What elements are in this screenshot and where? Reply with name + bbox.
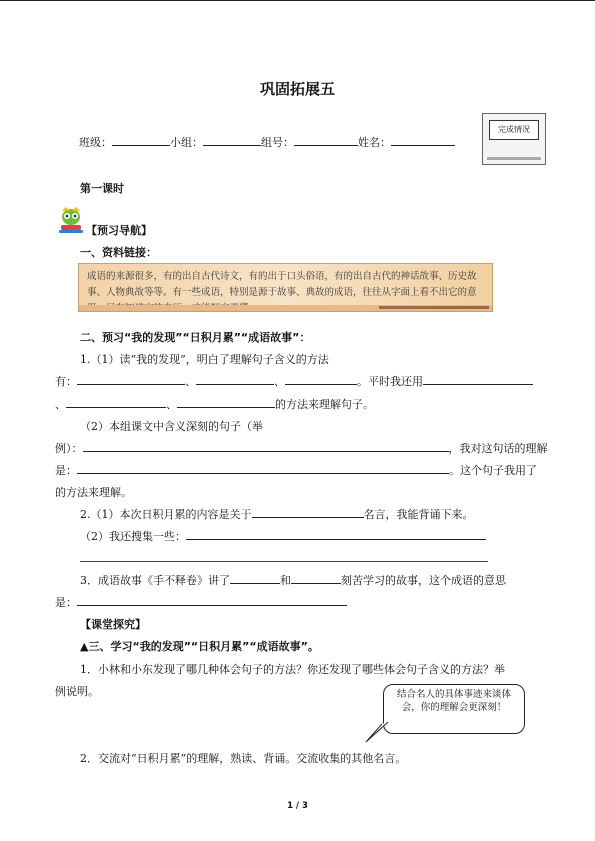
q1-example-line bbox=[55, 440, 548, 456]
class-label: 班级： bbox=[79, 136, 112, 149]
part1-heading: 一、资料链接： bbox=[80, 246, 157, 259]
q1-2-text: （2）本组课文中含义深刻的句子（举 bbox=[80, 420, 263, 433]
separator: 、 bbox=[55, 398, 66, 411]
q2-collected-field-2[interactable] bbox=[80, 561, 488, 562]
separator: 、 bbox=[274, 375, 285, 388]
class-field[interactable] bbox=[112, 134, 170, 146]
q3-meaning-line bbox=[55, 594, 347, 610]
banner-stripe-dark bbox=[379, 306, 489, 309]
q2-1-text: 2.（1）本次日积月累的内容是关于 bbox=[80, 508, 252, 521]
q1-method-field-2[interactable] bbox=[196, 373, 274, 385]
q1-methods-line bbox=[55, 373, 533, 389]
q2-2-line bbox=[80, 528, 486, 544]
q2-1-line bbox=[80, 506, 474, 522]
q1-understanding-field[interactable] bbox=[77, 462, 449, 474]
page-title: 巩固拓展五 bbox=[259, 80, 335, 98]
q1-understanding-text: ，我对这句话的理解 bbox=[448, 442, 548, 455]
q1-is-label: 是： bbox=[55, 464, 77, 477]
completion-stamp-label: 完成情况 bbox=[489, 120, 539, 140]
q1-tail-text: 的方法来理解句子。 bbox=[275, 398, 374, 411]
number-field[interactable] bbox=[294, 134, 358, 146]
reference-banner bbox=[78, 263, 493, 312]
part3-heading: ▲三、学习“我的发现”“日积月累”“成语故事”。 bbox=[80, 640, 319, 653]
q1-1-text: 1.（1）读“我的发现”，明白了理解句子含义的方法 bbox=[80, 353, 329, 366]
q3-text-a: 3．成语故事《手不释卷》讲了 bbox=[80, 574, 230, 587]
callout-pointer bbox=[364, 722, 392, 744]
c1-text: 1．小林和小东发现了哪几种体会句子的方法？你还发现了哪些体会句子含义的方法？举 bbox=[80, 663, 505, 676]
number-label: 组号： bbox=[261, 136, 294, 149]
q1-used-text: 。这个句子我用了 bbox=[449, 464, 537, 477]
lesson-heading: 第一课时 bbox=[80, 182, 124, 195]
q1-example-label: 例）： bbox=[55, 442, 83, 455]
classroom-section-header: 【课堂探究】 bbox=[80, 618, 146, 631]
student-info-line bbox=[79, 134, 455, 150]
q1-other-method-field-1[interactable] bbox=[423, 373, 533, 385]
part2-heading: 二、预习“我的发现”“日积月累”“成语故事”： bbox=[80, 331, 311, 344]
separator: 、 bbox=[185, 375, 196, 388]
q1-understanding-line bbox=[55, 462, 537, 478]
q1-method-field-3[interactable] bbox=[285, 373, 357, 385]
group-field[interactable] bbox=[203, 134, 261, 146]
top-border-line bbox=[0, 0, 595, 1]
preview-section-header: 【预习导航】 bbox=[86, 224, 152, 237]
q3-person-field-1[interactable] bbox=[230, 572, 280, 584]
q3-text-d: 是： bbox=[55, 596, 77, 609]
separator: 、 bbox=[166, 398, 177, 411]
name-field[interactable] bbox=[391, 134, 455, 146]
q1-methods-line-2 bbox=[55, 396, 374, 412]
q1-other-method-field-3[interactable] bbox=[177, 396, 275, 408]
q3-text-b: 和 bbox=[280, 574, 291, 587]
q1-example-field[interactable] bbox=[83, 440, 449, 452]
q1-method-text: 的方法来理解。 bbox=[55, 486, 132, 499]
q2-collected-field-1[interactable] bbox=[186, 528, 486, 540]
banner-text: 成语的来源很多，有的出自古代诗文，有的出于口头俗语，有的出自古代的神话故事、历史故事、人物典故等等。有一些成语，特别是源于故事、典故的成语，往往从字面上看不出它的意 bbox=[87, 271, 477, 298]
completion-stamp bbox=[482, 113, 546, 165]
group-label: 小组： bbox=[170, 136, 203, 149]
q1-also-text: 。平时我还用 bbox=[357, 375, 423, 388]
tip-callout: 结合名人的具体事迹来谈体会，你的理解会更深刻！ bbox=[383, 684, 525, 734]
q1-other-method-field-2[interactable] bbox=[66, 396, 166, 408]
q2-2-text: （2）我还搜集一些： bbox=[80, 530, 186, 543]
q3-meaning-field[interactable] bbox=[77, 594, 347, 606]
q2-topic-field[interactable] bbox=[252, 506, 364, 518]
q1-method-field-1[interactable] bbox=[77, 373, 185, 385]
q3-person-field-2[interactable] bbox=[291, 572, 341, 584]
page-number: 1 / 3 bbox=[287, 801, 308, 811]
stamp-shadow bbox=[487, 157, 541, 160]
q2-1-tail: 名言，我能背诵下来。 bbox=[363, 508, 474, 521]
q3-text-c: 刻苦学习的故事，这个成语的意思 bbox=[341, 574, 506, 587]
q1-have-label: 有： bbox=[55, 375, 77, 388]
name-label: 姓名： bbox=[358, 136, 391, 149]
c1-text-cont: 例说明。 bbox=[55, 685, 99, 698]
q3-line bbox=[80, 572, 506, 588]
owl-mascot-icon bbox=[58, 205, 84, 235]
c2-text: 2．交流对“日积月累”的理解，熟读、背诵。交流收集的其他名言。 bbox=[80, 752, 407, 765]
